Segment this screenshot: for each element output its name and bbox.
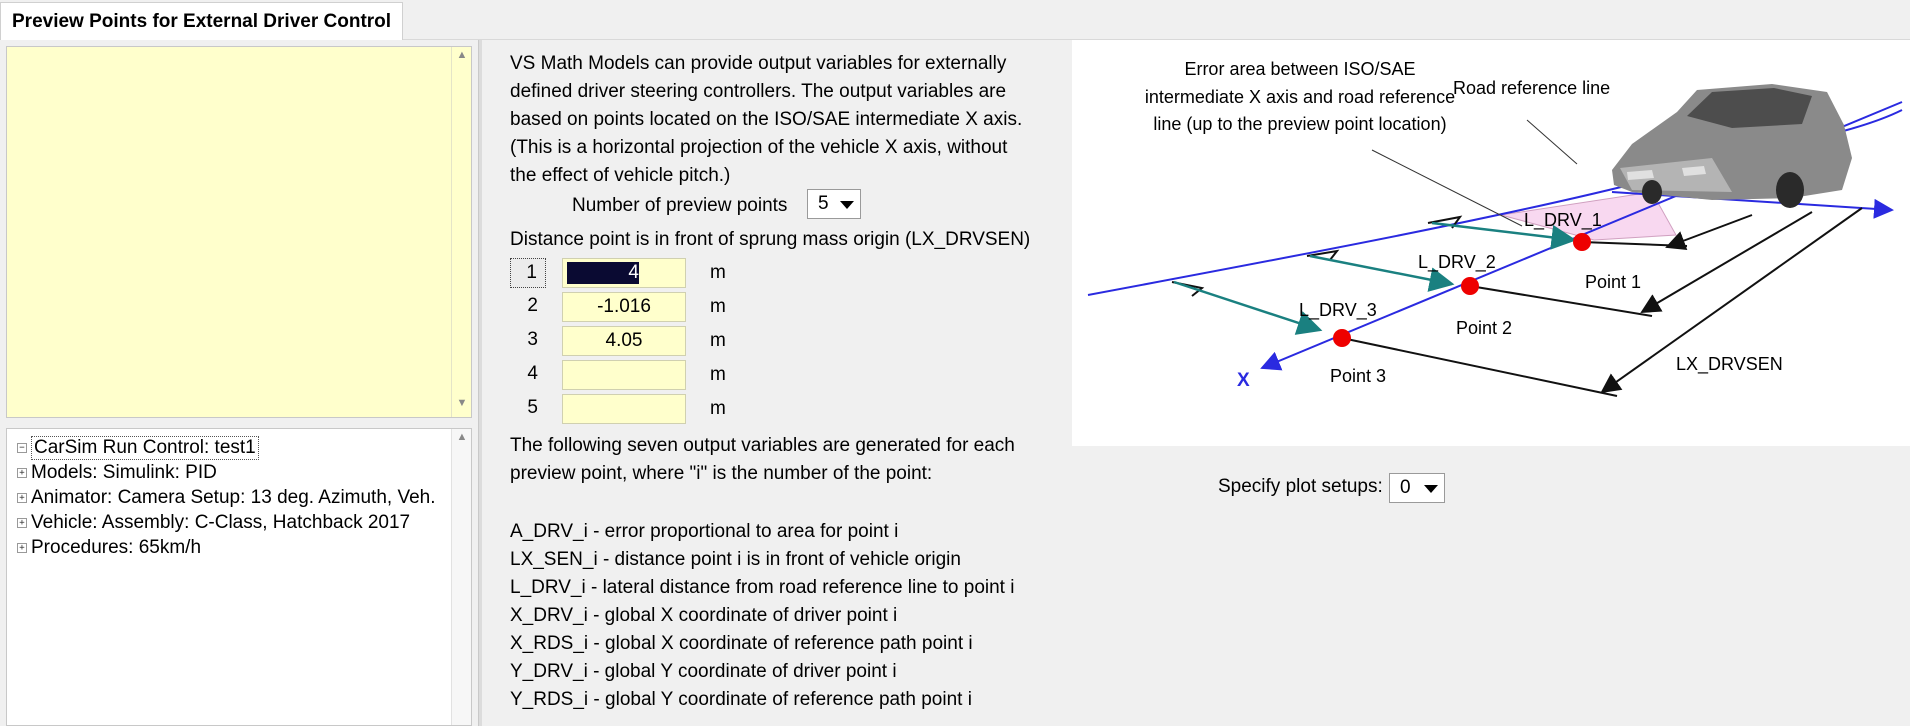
unit-label: m (710, 330, 726, 351)
unit-label: m (710, 364, 726, 385)
scroll-down-icon[interactable]: ▼ (456, 397, 468, 409)
distance-arrow-1 (1667, 215, 1752, 247)
error-area-label-line-2: intermediate X axis and road reference (1144, 87, 1456, 107)
output-var: Y_RDS_i - global Y coordinate of reference path point i (510, 689, 972, 710)
scroll-up-icon[interactable]: ▲ (456, 431, 468, 443)
tree-item-label: Procedures: 65km/h (31, 537, 202, 558)
expand-icon[interactable]: + (17, 468, 27, 478)
distance-input-1[interactable] (562, 258, 686, 288)
tree-item-procedures[interactable] (17, 535, 201, 561)
intro-line: VS Math Models can provide output variables for externally (510, 53, 1007, 74)
output-var: Y_DRV_i - global Y coordinate of driver point i (510, 661, 897, 682)
intro-line: (This is a horizontal projection of the vehicle X axis, without (510, 137, 1008, 158)
chevron-down-icon (840, 201, 854, 209)
intro-line: defined driver steering controllers. The output variables are (510, 81, 1007, 102)
point-1-label: Point 1 (1585, 272, 1642, 292)
row-number[interactable]: 1 (510, 258, 546, 288)
tree-item-vehicle[interactable] (17, 510, 410, 536)
preview-count-select[interactable] (807, 189, 861, 219)
left-panel (0, 40, 478, 726)
outputs-intro-line: preview point, where "i" is the number of the point: (510, 463, 933, 484)
preview-diagram (1072, 40, 1910, 446)
error-area-label-line-1: Error area between ISO/SAE (1184, 59, 1416, 79)
distance-value: 4 (567, 262, 639, 284)
plot-setups-select[interactable] (1389, 473, 1445, 503)
notes-field[interactable] (6, 46, 472, 418)
lx-drvsen-label: LX_DRVSEN (1676, 354, 1783, 374)
tree-item-label: Models: Simulink: PID (31, 462, 217, 483)
x-axis-label: X (1237, 370, 1250, 391)
tree-item-label: Vehicle: Assembly: C-Class, Hatchback 2017 (31, 512, 411, 533)
output-var: LX_SEN_i - distance point i is in front of vehicle origin (510, 549, 961, 570)
run-tree (6, 428, 472, 726)
car-icon (1612, 84, 1852, 208)
preview-count-label: Number of preview points (572, 195, 788, 216)
unit-label: m (710, 296, 726, 317)
tree-item-models[interactable] (17, 460, 217, 486)
point-2-label: Point 2 (1456, 318, 1513, 338)
row-number: 5 (527, 397, 538, 418)
tree-item-animator[interactable] (17, 485, 436, 511)
distance-input-3[interactable]: 4.05 (562, 326, 686, 356)
intro-line: based on points located on the ISO/SAE intermediate X axis. (510, 109, 1023, 130)
tree-scrollbar[interactable] (451, 429, 471, 725)
preview-point-3 (1333, 329, 1351, 347)
tree-item-label: Animator: Camera Setup: 13 deg. Azimuth, Veh. (31, 487, 436, 508)
leader-line (1527, 120, 1577, 164)
expand-icon[interactable]: + (17, 493, 27, 503)
collapse-icon[interactable]: − (17, 443, 27, 453)
output-var: X_RDS_i - global X coordinate of reference path point i (510, 633, 973, 654)
main-panel (482, 40, 1072, 726)
intro-line: the effect of vehicle pitch.) (510, 165, 731, 186)
expand-icon[interactable]: + (17, 543, 27, 553)
diagram-svg (1072, 40, 1910, 446)
tree-item-label: CarSim Run Control: test1 (31, 436, 259, 460)
expand-icon[interactable]: + (17, 518, 27, 528)
point-3-label: Point 3 (1330, 366, 1387, 386)
tree-item-run-control[interactable] (17, 435, 259, 461)
error-area-label-line-3: line (up to the preview point location) (1153, 114, 1447, 134)
road-reference-label: Road reference line (1453, 78, 1611, 98)
tab-preview-points[interactable]: Preview Points for External Driver Control (0, 2, 403, 40)
row-number: 3 (527, 329, 538, 350)
outputs-intro-line: The following seven output variables are generated for each (510, 435, 1015, 456)
distance-input-4[interactable] (562, 360, 686, 390)
distance-label: Distance point is in front of sprung mass origin (LX_DRVSEN) (510, 229, 1031, 250)
output-var: A_DRV_i - error proportional to area for point i (510, 521, 899, 542)
l-drv-1-label: L_DRV_1 (1524, 210, 1602, 230)
chevron-down-icon (1424, 485, 1438, 493)
row-number: 4 (527, 363, 538, 384)
scroll-up-icon[interactable]: ▲ (456, 49, 468, 61)
distance-input-2[interactable]: -1.016 (562, 292, 686, 322)
row-number: 2 (527, 295, 538, 316)
l-drv-2-label: L_DRV_2 (1418, 252, 1496, 272)
unit-label: m (710, 262, 726, 283)
preview-count-value: 5 (818, 193, 829, 214)
unit-label: m (710, 398, 726, 419)
leader-line (1372, 150, 1522, 226)
plot-setups-value: 0 (1400, 477, 1411, 498)
tab-bar (0, 0, 1910, 40)
output-var: X_DRV_i - global X coordinate of driver point i (510, 605, 898, 626)
notes-scrollbar[interactable] (451, 47, 471, 417)
preview-point-1 (1573, 233, 1591, 251)
output-var: L_DRV_i - lateral distance from road reference line to point i (510, 577, 1015, 598)
l-drv-3-label: L_DRV_3 (1299, 300, 1377, 320)
preview-point-2 (1461, 277, 1479, 295)
distance-input-5[interactable] (562, 394, 686, 424)
plot-setups-label: Specify plot setups: (1218, 476, 1383, 497)
